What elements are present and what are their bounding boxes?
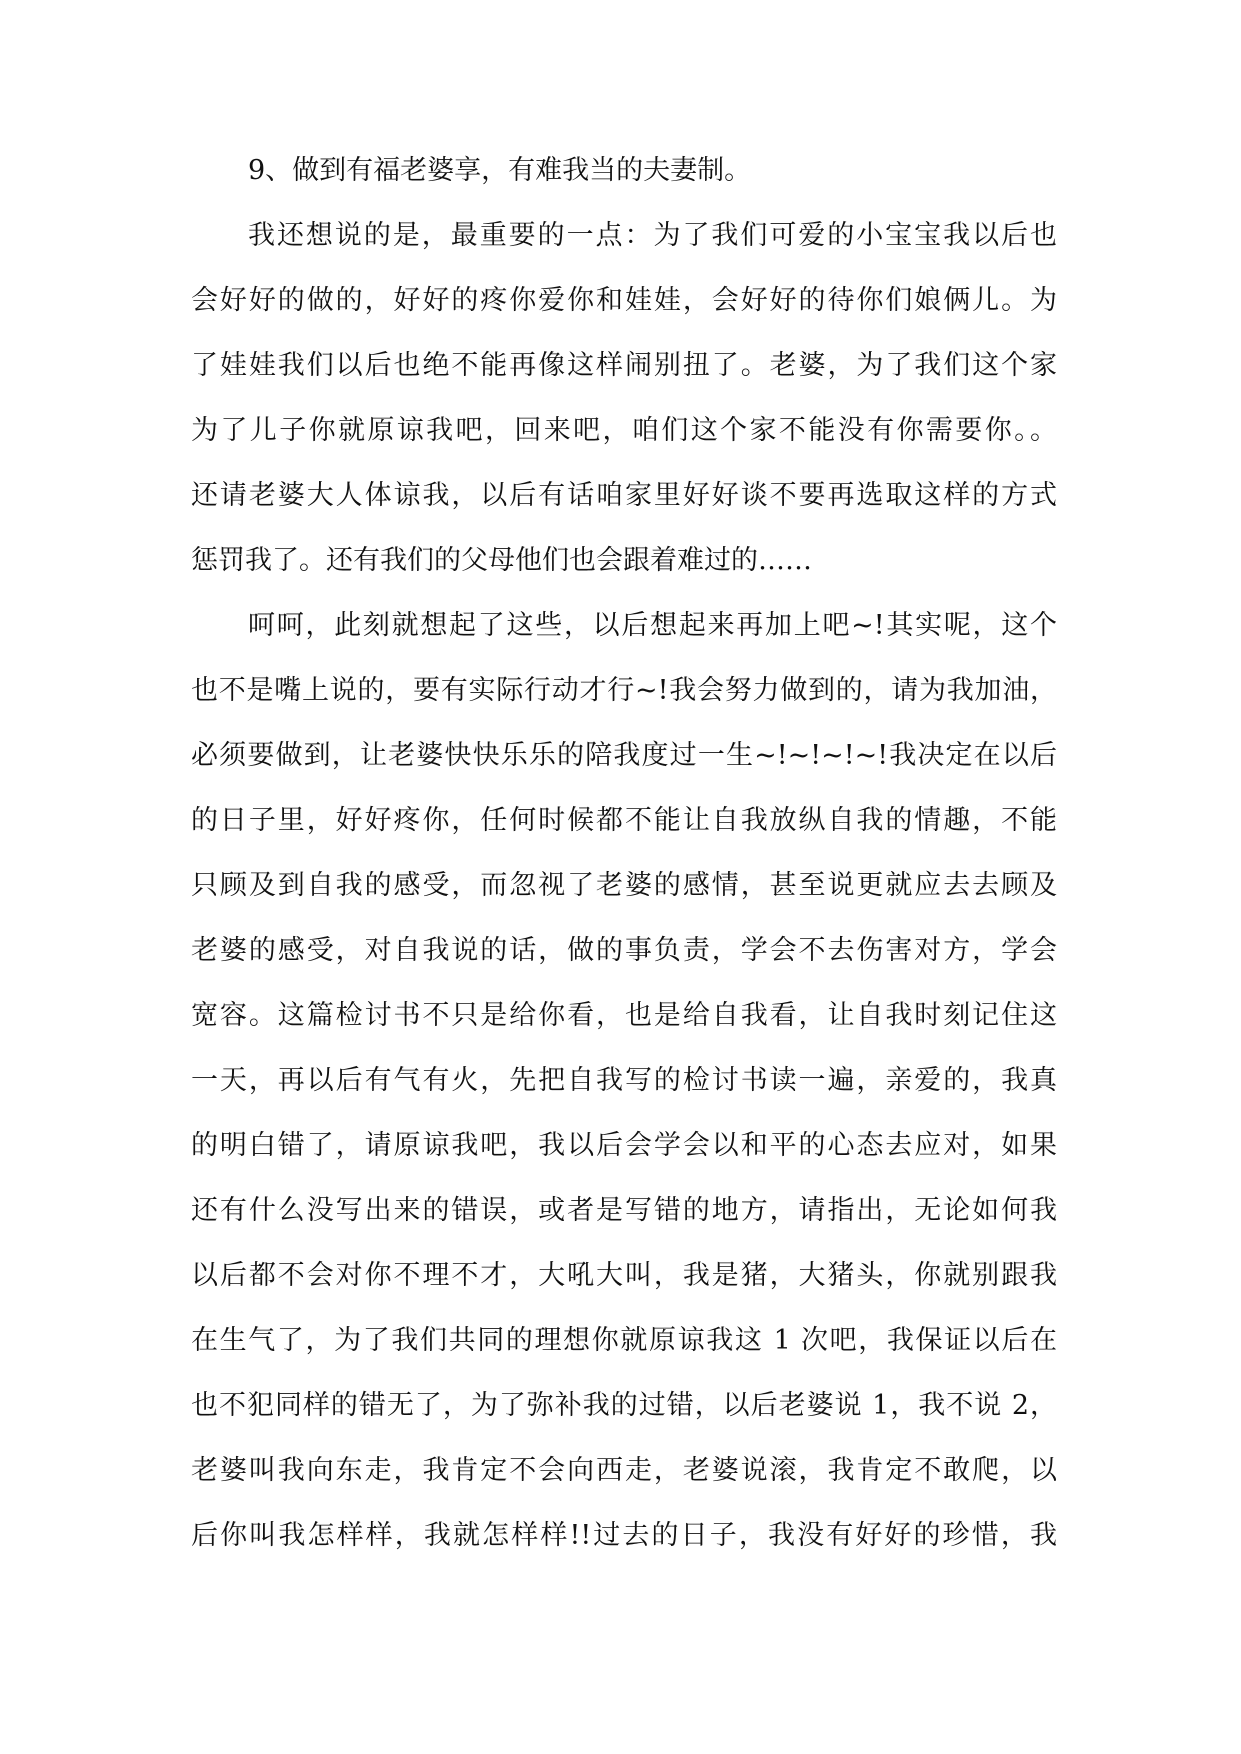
paragraph-line: 宽容。这篇检讨书不只是给你看，也是给自我看，让自我时刻记住这 [191, 1000, 1057, 1031]
paragraph-line: 还有什么没写出来的错误，或者是写错的地方，请指出，无论如何我 [191, 1195, 1057, 1226]
paragraph-line: 也不是嘴上说的，要有实际行动才行~!我会努力做到的，请为我加油， [191, 675, 1057, 706]
paragraph-line: 在生气了，为了我们共同的理想你就原谅我这 1 次吧，我保证以后在 [191, 1325, 1057, 1356]
paragraph-line: 我还想说的是，最重要的一点：为了我们可爱的小宝宝我以后也 [248, 220, 1057, 251]
paragraph-line: 老婆叫我向东走，我肯定不会向西走，老婆说滚，我肯定不敢爬，以 [191, 1455, 1057, 1486]
paragraph-line: 的日子里，好好疼你，任何时候都不能让自我放纵自我的情趣，不能 [191, 805, 1057, 836]
paragraph-line: 9、做到有福老婆享，有难我当的夫妻制。 [248, 155, 752, 186]
paragraph-line: 了娃娃我们以后也绝不能再像这样闹别扭了。老婆，为了我们这个家 [191, 350, 1057, 381]
paragraph-line: 惩罚我了。还有我们的父母他们也会跟着难过的…… [191, 545, 812, 576]
paragraph-line: 也不犯同样的错无了，为了弥补我的过错，以后老婆说 1，我不说 2， [191, 1390, 1057, 1421]
paragraph-line: 后你叫我怎样样，我就怎样样!!过去的日子，我没有好好的珍惜，我 [191, 1520, 1057, 1551]
paragraph-line: 老婆的感受，对自我说的话，做的事负责，学会不去伤害对方，学会 [191, 935, 1057, 966]
paragraph-line: 一天，再以后有气有火，先把自我写的检讨书读一遍，亲爱的，我真 [191, 1065, 1057, 1096]
paragraph-line: 以后都不会对你不理不才，大吼大叫，我是猪，大猪头，你就别跟我 [191, 1260, 1057, 1291]
paragraph-line: 还请老婆大人体谅我，以后有话咱家里好好谈不要再选取这样的方式 [191, 480, 1057, 511]
paragraph-line: 必须要做到，让老婆快快乐乐的陪我度过一生~!~!~!~!我决定在以后 [191, 740, 1057, 771]
paragraph-line: 为了儿子你就原谅我吧，回来吧，咱们这个家不能没有你需要你。。 [191, 415, 1057, 446]
paragraph-line: 呵呵，此刻就想起了这些，以后想起来再加上吧~!其实呢，这个 [248, 610, 1057, 641]
paragraph-line: 的明白错了，请原谅我吧，我以后会学会以和平的心态去应对，如果 [191, 1130, 1057, 1161]
paragraph-line: 只顾及到自我的感受，而忽视了老婆的感情，甚至说更就应去去顾及 [191, 870, 1057, 901]
paragraph-line: 会好好的做的，好好的疼你爱你和娃娃，会好好的待你们娘俩儿。为 [191, 285, 1057, 316]
